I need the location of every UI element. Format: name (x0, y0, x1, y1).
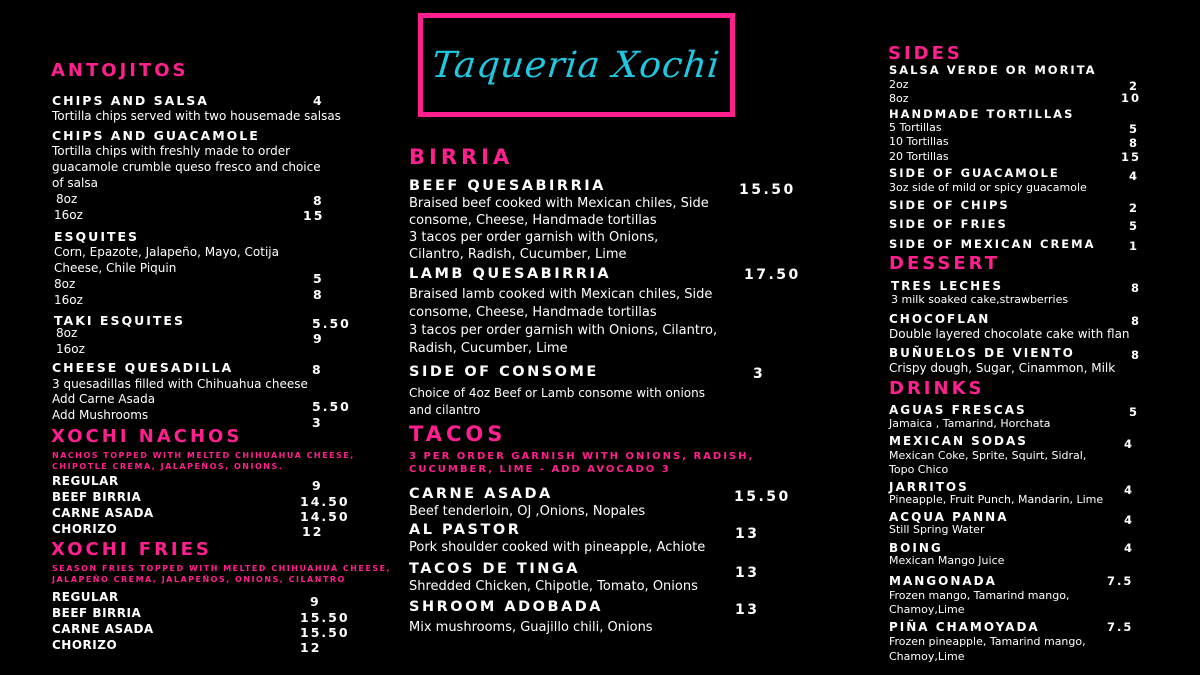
size-price: 5.50 (312, 316, 351, 331)
taco-desc: Shredded Chicken, Chipotle, Tomato, Onions (409, 579, 698, 594)
drink-name: BOING (889, 541, 943, 555)
addon-price: 5.50 (312, 399, 351, 414)
item-desc: consome, Cheese, Handmade tortillas (409, 213, 657, 228)
item-desc-side-guac: 3oz side of mild or spicy guacamole (889, 181, 1087, 194)
size-price: 8 (1129, 136, 1140, 150)
item-name-side-chips: SIDE OF CHIPS (889, 198, 1010, 212)
addon-price: 3 (312, 415, 323, 430)
item-desc: Braised beef cooked with Mexican chiles, Side (409, 196, 709, 211)
item-price-side-guac: 4 (1129, 169, 1140, 183)
section-title-tacos: TACOS (409, 422, 507, 446)
fries-note-1: SEASON FRIES TOPPED WITH MELTED CHIHUAHUA CHEESE, (52, 564, 392, 573)
logo: Taqueria Xochi (430, 44, 723, 86)
dessert-name: TRES LECHES (891, 279, 1003, 293)
dessert-name: CHOCOFLAN (889, 312, 991, 326)
item-name-salsa: SALSA VERDE OR MORITA (889, 63, 1097, 77)
item-name-quesadilla: CHEESE QUESADILLA (52, 360, 234, 375)
drink-price: 4 (1124, 513, 1135, 527)
item-name-chips-salsa: CHIPS AND SALSA (52, 93, 209, 108)
tacos-note-1: 3 PER ORDER GARNISH WITH ONIONS, RADISH, (409, 451, 755, 462)
size-price: 9 (313, 331, 324, 346)
drink-desc: Still Spring Water (889, 523, 985, 536)
drink-desc: Topo Chico (889, 463, 949, 476)
item-name-chips-guac: CHIPS AND GUACAMOLE (52, 128, 260, 143)
dessert-price: 8 (1131, 281, 1142, 295)
taco-name: TACOS DE TINGA (409, 561, 580, 577)
item-price-side-crema: 1 (1129, 239, 1140, 253)
item-desc: 3 tacos per order garnish with Onions, (409, 230, 659, 245)
nachos-item-price: 9 (312, 478, 323, 493)
drink-desc: Chamoy,Lime (889, 650, 965, 663)
drink-desc: Chamoy,Lime (889, 603, 965, 616)
item-desc: Cilantro, Radish, Cucumber, Lime (409, 247, 627, 262)
nachos-item-name: REGULAR (52, 474, 119, 488)
item-price-chips-salsa: 4 (313, 93, 324, 108)
item-price-side-consome: 3 (753, 366, 766, 382)
dessert-desc: Crispy dough, Sugar, Cinammon, Milk (889, 361, 1116, 375)
section-title-sides: SIDES (888, 43, 963, 64)
fries-item-price: 15.50 (300, 610, 350, 625)
item-name-side-consome: SIDE OF CONSOME (409, 364, 599, 380)
nachos-note-2: CHIPOTLE CREMA, JALAPEÑOS, ONIONS. (52, 462, 284, 471)
item-name-side-crema: SIDE OF MEXICAN CREMA (889, 237, 1096, 251)
taco-price: 13 (735, 565, 760, 581)
drink-desc: Jamaica , Tamarind, Horchata (889, 417, 1051, 430)
taco-desc: Pork shoulder cooked with pineapple, Achiote (409, 540, 706, 555)
size-label: 8oz (54, 277, 76, 291)
section-title-fries: XOCHI FRIES (51, 539, 212, 560)
nachos-item-price: 12 (302, 524, 324, 539)
section-title-nachos: XOCHI NACHOS (51, 426, 243, 447)
item-desc-esquites-1: Corn, Epazote, Jalapeño, Mayo, Cotija (54, 245, 279, 259)
drink-name: JARRITOS (889, 480, 969, 494)
drink-price: 4 (1124, 483, 1135, 497)
drink-desc: Frozen pineapple, Tamarind mango, (889, 635, 1086, 648)
taco-desc: Beef tenderloin, OJ ,Onions, Nopales (409, 504, 646, 519)
item-name-taki-esquites: TAKI ESQUITES (54, 313, 185, 328)
item-desc: Choice of 4oz Beef or Lamb consome with onions (409, 386, 705, 400)
dessert-price: 8 (1131, 348, 1142, 362)
taco-price: 13 (735, 602, 760, 618)
item-name-esquites: ESQUITES (54, 229, 140, 244)
drink-desc: Pineapple, Fruit Punch, Mandarin, Lime (889, 493, 1104, 506)
taco-name: AL PASTOR (409, 522, 522, 538)
dessert-desc: 3 milk soaked cake,strawberries (891, 293, 1069, 306)
nachos-item-price: 14.50 (300, 494, 350, 509)
size-price: 15 (303, 208, 325, 223)
item-desc: and cilantro (409, 403, 481, 417)
drink-desc: Frozen mango, Tamarind mango, (889, 589, 1070, 602)
drink-price: 4 (1124, 437, 1135, 451)
size-label: 20 Tortillas (889, 150, 949, 163)
size-label: 2oz (889, 78, 909, 91)
logo-frame (418, 13, 735, 117)
fries-item-price: 9 (310, 594, 321, 609)
size-price: 8 (313, 193, 324, 208)
item-desc-chips-guac-3: of salsa (52, 176, 98, 190)
size-price: 10 (1121, 91, 1142, 105)
addon-label: Add Carne Asada (52, 392, 156, 406)
item-price-lamb-quesabirria: 17.50 (744, 267, 801, 283)
item-name-side-guac: SIDE OF GUACAMOLE (889, 166, 1060, 180)
section-title-dessert: DESSERT (889, 253, 1000, 274)
taco-desc: Mix mushrooms, Guajillo chili, Onions (409, 620, 653, 635)
taco-price: 15.50 (734, 489, 791, 505)
fries-item-name: BEEF BIRRIA (52, 606, 142, 620)
drink-price: 7.5 (1107, 620, 1134, 634)
size-label: 10 Tortillas (889, 135, 949, 148)
fries-item-name: CARNE ASADA (52, 622, 154, 636)
drink-price: 4 (1124, 541, 1135, 555)
drink-desc: Mexican Mango Juice (889, 554, 1005, 567)
size-label: 16oz (54, 293, 83, 307)
size-price: 15 (1121, 150, 1142, 164)
taco-name: CARNE ASADA (409, 486, 553, 502)
drink-name: AGUAS FRESCAS (889, 403, 1027, 417)
tacos-note-2: CUCUMBER, LIME - ADD AVOCADO 3 (409, 464, 671, 475)
item-desc-quesadilla: 3 quesadillas filled with Chihuahua cheese (52, 377, 308, 391)
size-label: 16oz (54, 208, 83, 222)
drink-price: 5 (1129, 405, 1140, 419)
fries-item-price: 12 (300, 640, 322, 655)
item-price-quesadilla: 8 (312, 362, 323, 377)
nachos-item-price: 14.50 (300, 509, 350, 524)
item-name-lamb-quesabirria: LAMB QUESABIRRIA (409, 266, 612, 282)
nachos-item-name: CHORIZO (52, 522, 118, 536)
item-desc-chips-guac-2: guacamole crumble queso fresco and choice (52, 160, 321, 174)
size-label: 8oz (889, 92, 909, 105)
item-price-side-fries: 5 (1129, 219, 1140, 233)
item-price-beef-quesabirria: 15.50 (739, 182, 796, 198)
drink-name: PIÑA CHAMOYADA (889, 620, 1040, 634)
nachos-item-name: CARNE ASADA (52, 506, 154, 520)
dessert-name: BUÑUELOS DE VIENTO (889, 346, 1075, 360)
taco-price: 13 (735, 526, 760, 542)
drink-desc: Mexican Coke, Sprite, Squirt, Sidral, (889, 449, 1087, 462)
addon-label: Add Mushrooms (52, 408, 149, 422)
fries-note-2: JALAPEÑO CREMA, JALAPEÑOS, ONIONS, CILANTRO (52, 575, 346, 584)
item-price-side-chips: 2 (1129, 201, 1140, 215)
fries-item-name: REGULAR (52, 590, 119, 604)
size-label: 8oz (56, 326, 78, 340)
size-label: 5 Tortillas (889, 121, 942, 134)
item-desc-chips-salsa: Tortilla chips served with two housemade salsas (52, 109, 341, 123)
nachos-item-name: BEEF BIRRIA (52, 490, 142, 504)
item-desc-esquites-2: Cheese, Chile Piquin (54, 261, 177, 275)
taco-name: SHROOM ADOBADA (409, 599, 603, 615)
item-desc: 3 tacos per order garnish with Onions, Cilantro, (409, 323, 718, 338)
item-name-side-fries: SIDE OF FRIES (889, 217, 1008, 231)
section-title-antojitos: ANTOJITOS (51, 60, 189, 81)
drink-price: 7.5 (1107, 574, 1134, 588)
fries-item-price: 15.50 (300, 625, 350, 640)
drink-name: MEXICAN SODAS (889, 434, 1028, 448)
size-price: 5 (1129, 122, 1140, 136)
drink-name: MANGONADA (889, 574, 997, 588)
dessert-desc: Double layered chocolate cake with flan (889, 327, 1130, 341)
size-price: 2 (1129, 79, 1140, 93)
section-title-drinks: DRINKS (889, 378, 985, 399)
item-desc: consome, Cheese, Handmade tortillas (409, 305, 657, 320)
size-price: 8 (313, 287, 324, 302)
item-name-beef-quesabirria: BEEF QUESABIRRIA (409, 178, 606, 194)
item-desc-chips-guac-1: Tortilla chips with freshly made to order (52, 144, 291, 158)
item-desc: Braised lamb cooked with Mexican chiles, Side (409, 287, 713, 302)
section-title-birria: BIRRIA (409, 145, 514, 169)
drink-name: ACQUA PANNA (889, 510, 1009, 524)
fries-item-name: CHORIZO (52, 638, 118, 652)
size-label: 16oz (56, 342, 85, 356)
item-desc: Radish, Cucumber, Lime (409, 341, 568, 356)
size-label: 8oz (56, 192, 78, 206)
dessert-price: 8 (1131, 314, 1142, 328)
item-name-tortillas: HANDMADE TORTILLAS (889, 107, 1075, 121)
nachos-note-1: NACHOS TOPPED WITH MELTED CHIHUAHUA CHEESE, (52, 451, 355, 460)
size-price: 5 (313, 271, 324, 286)
